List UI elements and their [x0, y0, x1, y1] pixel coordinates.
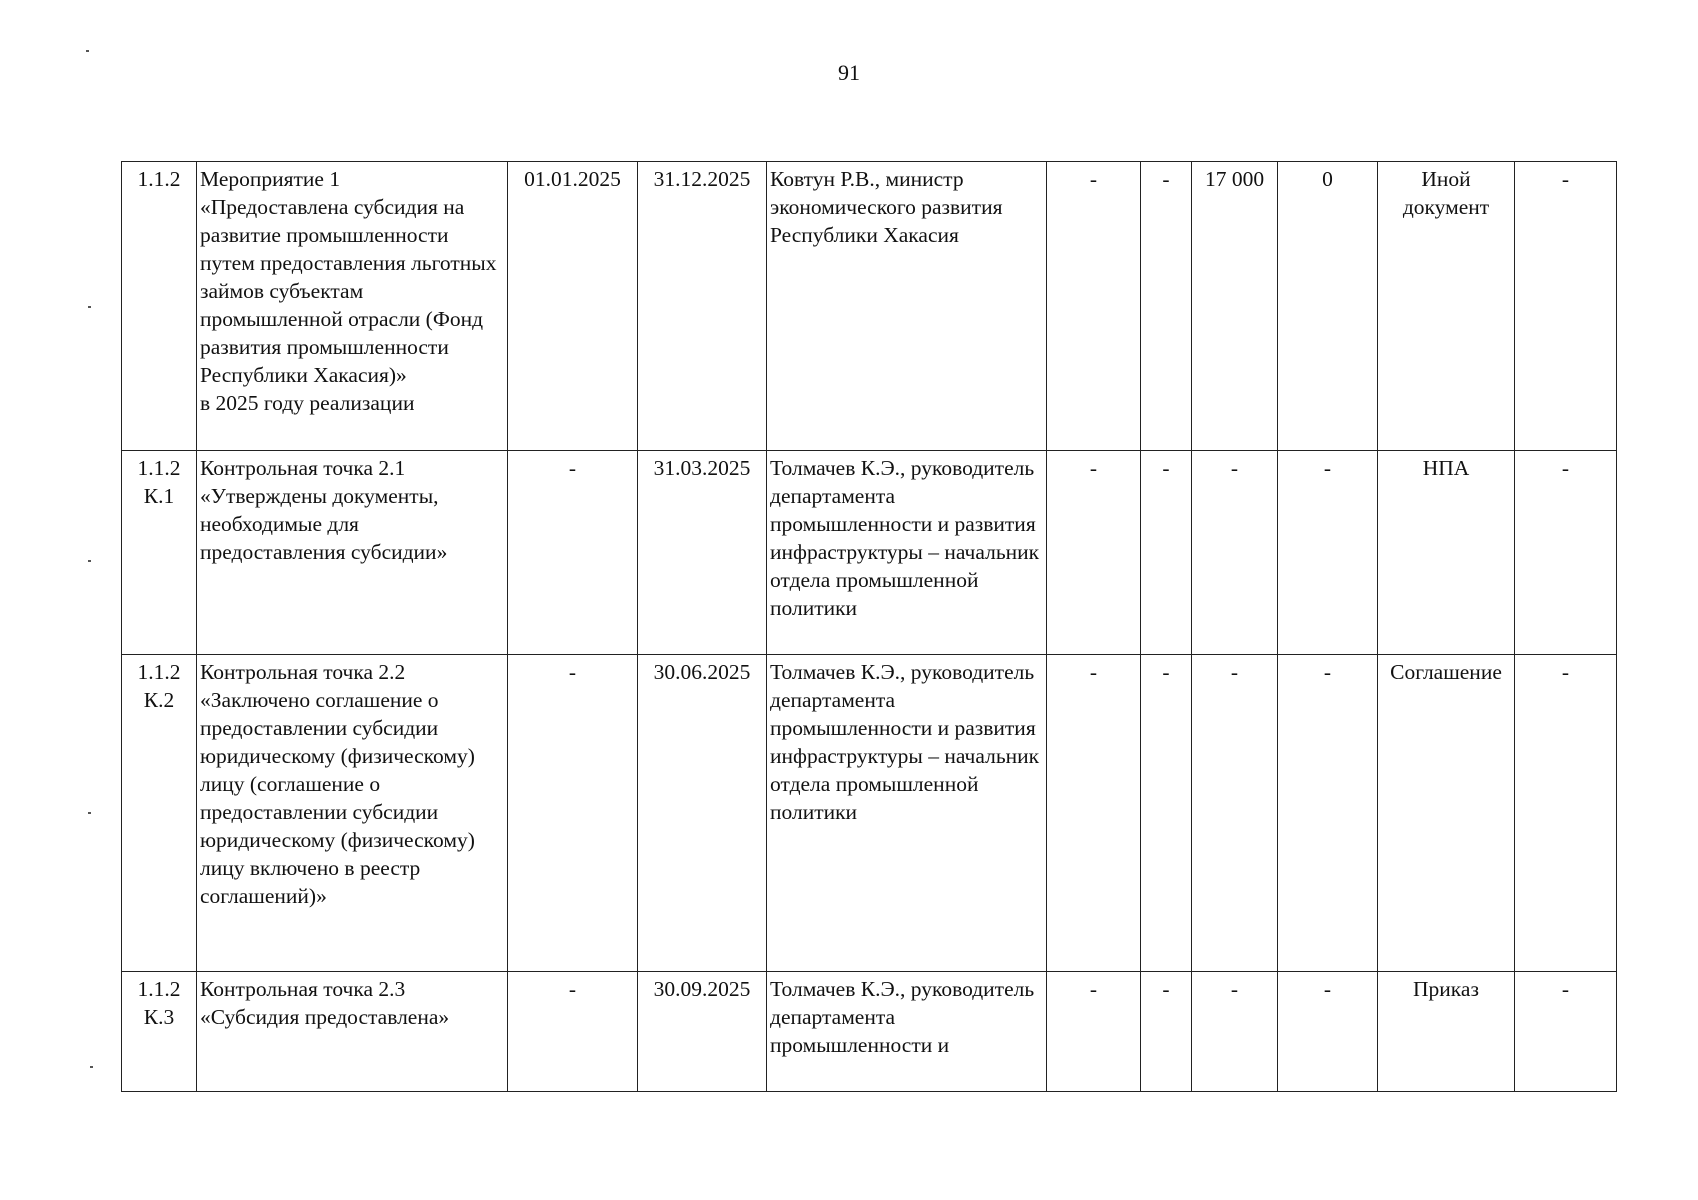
- row-number: 1.1.2 К.3: [122, 972, 197, 1092]
- value-4: -: [1278, 655, 1378, 972]
- end-date: 31.12.2025: [638, 162, 767, 451]
- document-type: Соглашение: [1378, 655, 1515, 972]
- document-type: Приказ: [1378, 972, 1515, 1092]
- value-1: -: [1047, 162, 1141, 451]
- value-1: -: [1047, 655, 1141, 972]
- start-date: -: [508, 655, 638, 972]
- responsible: Ковтун Р.В., министр экономического развития Республики Хакасия: [767, 162, 1047, 451]
- table-row: [122, 655, 1617, 972]
- last-column: -: [1515, 451, 1617, 655]
- last-column: -: [1515, 972, 1617, 1092]
- value-1: -: [1047, 451, 1141, 655]
- last-column: -: [1515, 655, 1617, 972]
- responsible: Толмачев К.Э., руководитель департамента промышленности и развития инфраструктуры – начальник отдела промышленной политики: [767, 451, 1047, 655]
- value-3: -: [1192, 655, 1278, 972]
- scan-speck: [88, 560, 91, 562]
- value-1: -: [1047, 972, 1141, 1092]
- value-4: 0: [1278, 162, 1378, 451]
- row-number: 1.1.2 К.1: [122, 451, 197, 655]
- end-date: 30.09.2025: [638, 972, 767, 1092]
- scan-speck: [90, 1066, 93, 1068]
- event-name: Контрольная точка 2.1 «Утверждены документы, необходимые для предоставления субсидии»: [197, 451, 508, 655]
- table-row: [122, 451, 1617, 655]
- table-row: [122, 162, 1617, 451]
- table-row: [122, 972, 1617, 1092]
- event-name: Контрольная точка 2.2 «Заключено соглашение о предоставлении субсидии юридическому (физическому) лицу (соглашение о предоставлении субсидии юридическому (физическому) лицу включено в реестр соглашений)»: [197, 655, 508, 972]
- value-2: -: [1141, 451, 1192, 655]
- value-4: -: [1278, 451, 1378, 655]
- scan-speck: [86, 50, 89, 52]
- value-4: -: [1278, 972, 1378, 1092]
- document-type: Иной документ: [1378, 162, 1515, 451]
- scan-speck: [88, 306, 91, 308]
- value-2: -: [1141, 655, 1192, 972]
- page-number: 91: [838, 60, 860, 85]
- value-2: -: [1141, 162, 1192, 451]
- start-date: 01.01.2025: [508, 162, 638, 451]
- row-number: 1.1.2: [122, 162, 197, 451]
- plan-table: [121, 161, 1617, 1092]
- start-date: -: [508, 972, 638, 1092]
- start-date: -: [508, 451, 638, 655]
- responsible: Толмачев К.Э., руководитель департамента промышленности и: [767, 972, 1047, 1092]
- event-name: Мероприятие 1 «Предоставлена субсидия на развитие промышленности путем предоставления льготных займов субъектам промышленной отрасли (Фонд развития промышленности Республики Хакасия)» в 2025 году реализации: [197, 162, 508, 451]
- document-type: НПА: [1378, 451, 1515, 655]
- event-name: Контрольная точка 2.3 «Субсидия предоставлена»: [197, 972, 508, 1092]
- row-number: 1.1.2 К.2: [122, 655, 197, 972]
- end-date: 31.03.2025: [638, 451, 767, 655]
- value-2: -: [1141, 972, 1192, 1092]
- value-3: 17 000: [1192, 162, 1278, 451]
- value-3: -: [1192, 972, 1278, 1092]
- last-column: -: [1515, 162, 1617, 451]
- responsible: Толмачев К.Э., руководитель департамента промышленности и развития инфраструктуры – начальник отдела промышленной политики: [767, 655, 1047, 972]
- value-3: -: [1192, 451, 1278, 655]
- scan-speck: [88, 812, 91, 814]
- end-date: 30.06.2025: [638, 655, 767, 972]
